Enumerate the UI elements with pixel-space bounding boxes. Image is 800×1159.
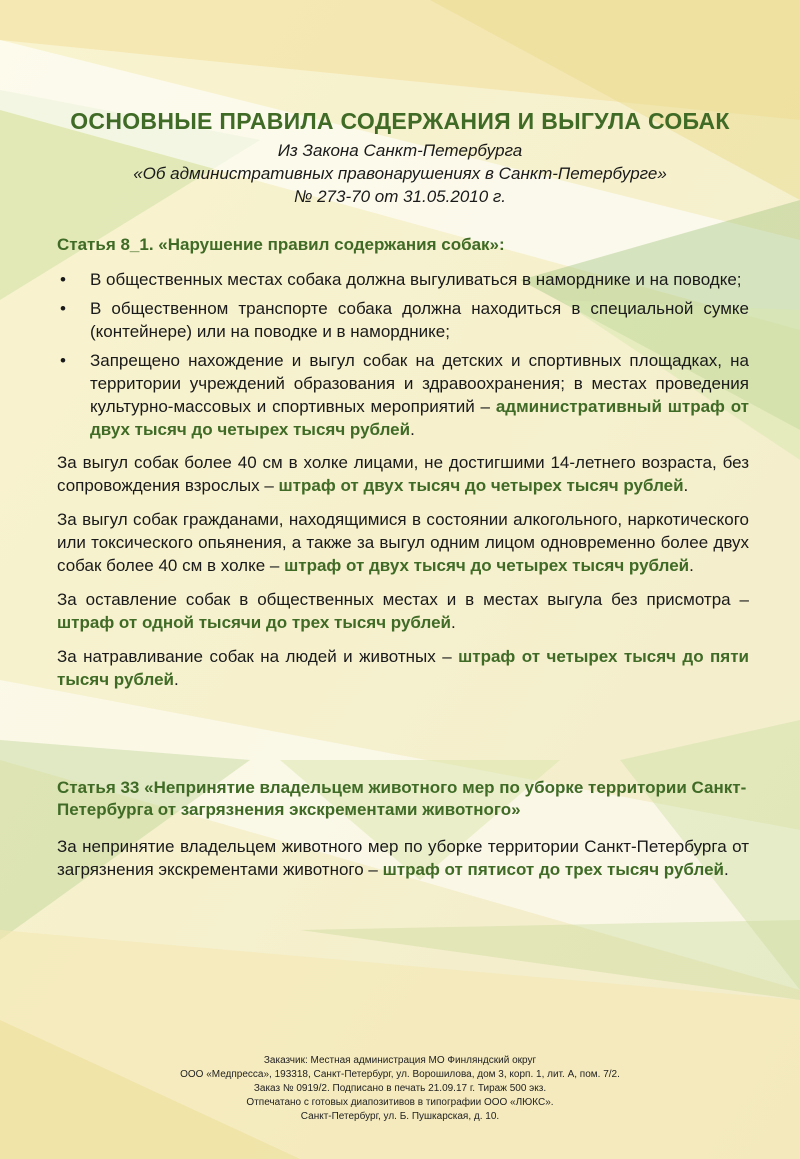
article-33-section	[57, 777, 749, 892]
paragraph-text: За натравливание собак на людей и животных –	[57, 647, 459, 666]
paragraph-text: За выгул собак более 40 см в холке лицами, не достигшими 14-летнего возраста, без сопровождения взрослых –	[57, 453, 749, 495]
article-8-paragraphs	[57, 451, 749, 691]
footer-line: Заказ № 0919/2. Подписано в печать 21.09.17 г. Тираж 500 экз.	[253, 1083, 547, 1094]
header	[0, 108, 800, 208]
paragraph-end: .	[173, 670, 179, 689]
footer-line: Санкт-Петербург, ул. Б. Пушкарская, д. 10.	[300, 1111, 500, 1122]
paragraph	[57, 451, 749, 497]
imprint-footer	[0, 1054, 800, 1124]
footer-line: ООО «Медпресса», 193318, Санкт-Петербург, ул. Ворошилова, дом 3, корп. 1, лит. А, пом. 7/2.	[180, 1069, 620, 1080]
paragraph-end: .	[689, 556, 694, 575]
fine-text: административный штраф от двух тысяч до четырех тысяч рублей	[90, 397, 750, 439]
article-8-bullets	[57, 268, 749, 441]
paragraph-end: .	[683, 476, 689, 495]
fine-text: штраф от двух тысяч до четырех тысяч рублей	[278, 476, 684, 495]
paragraph	[57, 588, 749, 634]
page-title: ОСНОВНЫЕ ПРАВИЛА СОДЕРЖАНИЯ И ВЫГУЛА СОБАК	[70, 108, 730, 134]
bullet-icon: •	[60, 270, 66, 289]
paragraph-end: .	[450, 613, 456, 632]
paragraph-text: За непринятие владельцем животного мер по уборке территории Санкт-Петербурга от загрязнения экскрементами животного –	[57, 837, 749, 879]
paragraph-text: За выгул собак гражданами, находящимися в состоянии алкогольного, наркотического или токсического опьянения, а также за выгул одним лицом одновременно более двух собак более 40 см в холке –	[57, 510, 749, 575]
source-line-1: Из Закона Санкт-Петербурга	[277, 141, 523, 160]
bullet-text: В общественном транспорте собака должна находиться в специальной сумке (контейнере) или на поводке и в наморднике;	[90, 299, 749, 341]
source-line-2: «Об административных правонарушениях в Санкт-Петербурге»	[133, 164, 667, 183]
article-33-heading: Статья 33 «Непринятие владельцем животного мер по уборке территории Санкт-Петербурга от загрязнения экскрементами животного»	[57, 778, 747, 819]
paragraph-end: .	[723, 860, 729, 879]
footer-line: Заказчик: Местная администрация МО Финляндский округ	[263, 1055, 537, 1066]
fine-text: штраф от одной тысячи до трех тысяч рублей	[57, 613, 451, 632]
bullet-item	[57, 297, 749, 343]
paragraph	[57, 835, 749, 881]
bullet-icon: •	[60, 299, 66, 318]
fine-text: штраф от двух тысяч до четырех тысяч рублей	[284, 556, 690, 575]
bullet-icon: •	[60, 351, 66, 370]
bullet-item	[57, 349, 749, 441]
article-8-heading: Статья 8_1. «Нарушение правил содержания собак»:	[57, 235, 505, 254]
article-8-section	[57, 234, 749, 702]
fine-text: штраф от пятисот до трех тысяч рублей	[382, 860, 724, 879]
paragraph-text: За оставление собак в общественных местах и в местах выгула без присмотра –	[57, 590, 749, 609]
paragraph	[57, 645, 749, 691]
law-number: № 273-70 от 31.05.2010 г.	[293, 187, 507, 206]
paragraph	[57, 508, 749, 577]
footer-line: Отпечатано с готовых диапозитивов в типографии ООО «ЛЮКС».	[246, 1097, 554, 1108]
bullet-end: .	[410, 420, 415, 439]
bullet-text: В общественных местах собака должна выгуливаться в наморднике и на поводке;	[90, 270, 742, 289]
bullet-text: Запрещено нахождение и выгул собак на детских и спортивных площадках, на территории учреждений образования и здравоохранения; в местах проведения культурно-массовых и спортивных мероприятий –	[90, 351, 749, 416]
bullet-item	[57, 268, 749, 291]
fine-text: штраф от четырех тысяч до пяти тысяч рублей	[57, 647, 750, 689]
